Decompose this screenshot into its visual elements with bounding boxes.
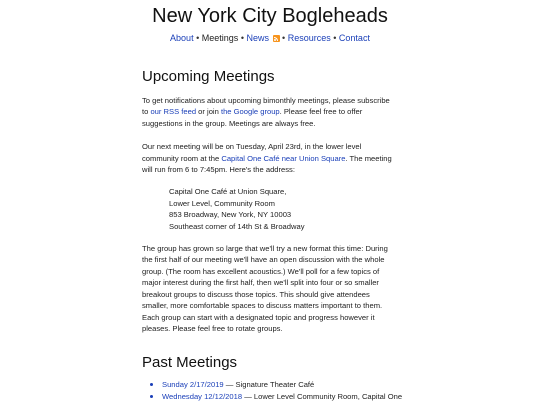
nav-separator: • xyxy=(282,33,286,43)
google-group-link[interactable]: the Google group xyxy=(220,107,280,117)
address-line: Capital One Café at Union Square, xyxy=(169,187,287,197)
text: . The meeting will run from 6 to 7:45pm. Here's the address: xyxy=(142,153,392,175)
venue-link[interactable]: Capital One Café near Union Square xyxy=(221,153,346,163)
main-nav xyxy=(0,33,540,43)
nav-link-contact[interactable]: Contact xyxy=(338,33,370,43)
list-item xyxy=(142,391,403,402)
meeting-address xyxy=(142,186,394,232)
past-meeting-date-link[interactable]: Wednesday 12/12/2018 xyxy=(162,391,243,401)
upcoming-meetings-heading: Upcoming Meetings xyxy=(142,68,275,85)
next-meeting-paragraph xyxy=(142,141,394,175)
main-content xyxy=(142,68,403,402)
past-meetings-list xyxy=(142,379,403,402)
past-meeting-date-link[interactable]: Sunday 2/17/2019 xyxy=(162,380,224,390)
nav-current-meetings: Meetings xyxy=(201,33,239,43)
subscribe-paragraph xyxy=(142,95,394,129)
nav-link-news[interactable]: News xyxy=(246,33,269,43)
past-meeting-venue: — Lower Level Community Room, Capital One xyxy=(242,391,403,401)
text: Our next meeting will be on Tuesday, April 23rd, in the lower level community room at the xyxy=(142,142,362,163)
text: or join xyxy=(196,107,221,117)
format-paragraph: The group has grown so large that we'll try a new format this time: During the first half of our meeting we'll have an open discussion with the whole group. (The room has excellent acoustics.) We'll poll for a few topics of major interest during the first half, then we'll split into four or so smaller breakout groups to discuss those topics. This should give attendees smaller, more comfortable spaces to discuss matters important to them. Each group can start with a designated topic and progress however it pleases. Please feel free to rotate groups. xyxy=(142,244,388,333)
text: . Please feel free to offer suggestions in the group. Meetings are always free. xyxy=(142,107,363,128)
past-meetings-heading: Past Meetings xyxy=(142,354,238,372)
site-title: New York City Bogleheads xyxy=(152,5,388,27)
nav-separator: • xyxy=(333,33,337,43)
nav-separator: • xyxy=(196,33,200,43)
list-item xyxy=(142,379,394,390)
nav-link-about[interactable]: About xyxy=(170,33,194,43)
rss-feed-icon[interactable] xyxy=(273,35,280,42)
text: To get notifications about upcoming bimonthly meetings, please subscribe to xyxy=(142,96,390,117)
address-line: Southeast corner of 14th St & Broadway xyxy=(169,221,305,231)
address-line: Lower Level, Community Room xyxy=(169,198,275,208)
nav-link-resources[interactable]: Resources xyxy=(287,33,331,43)
nav-separator: • xyxy=(240,33,244,43)
past-meeting-venue: — Signature Theater Café xyxy=(223,380,315,390)
address-line: 853 Broadway, New York, NY 10003 xyxy=(169,210,292,220)
rss-feed-link[interactable]: our RSS feed xyxy=(150,107,197,117)
